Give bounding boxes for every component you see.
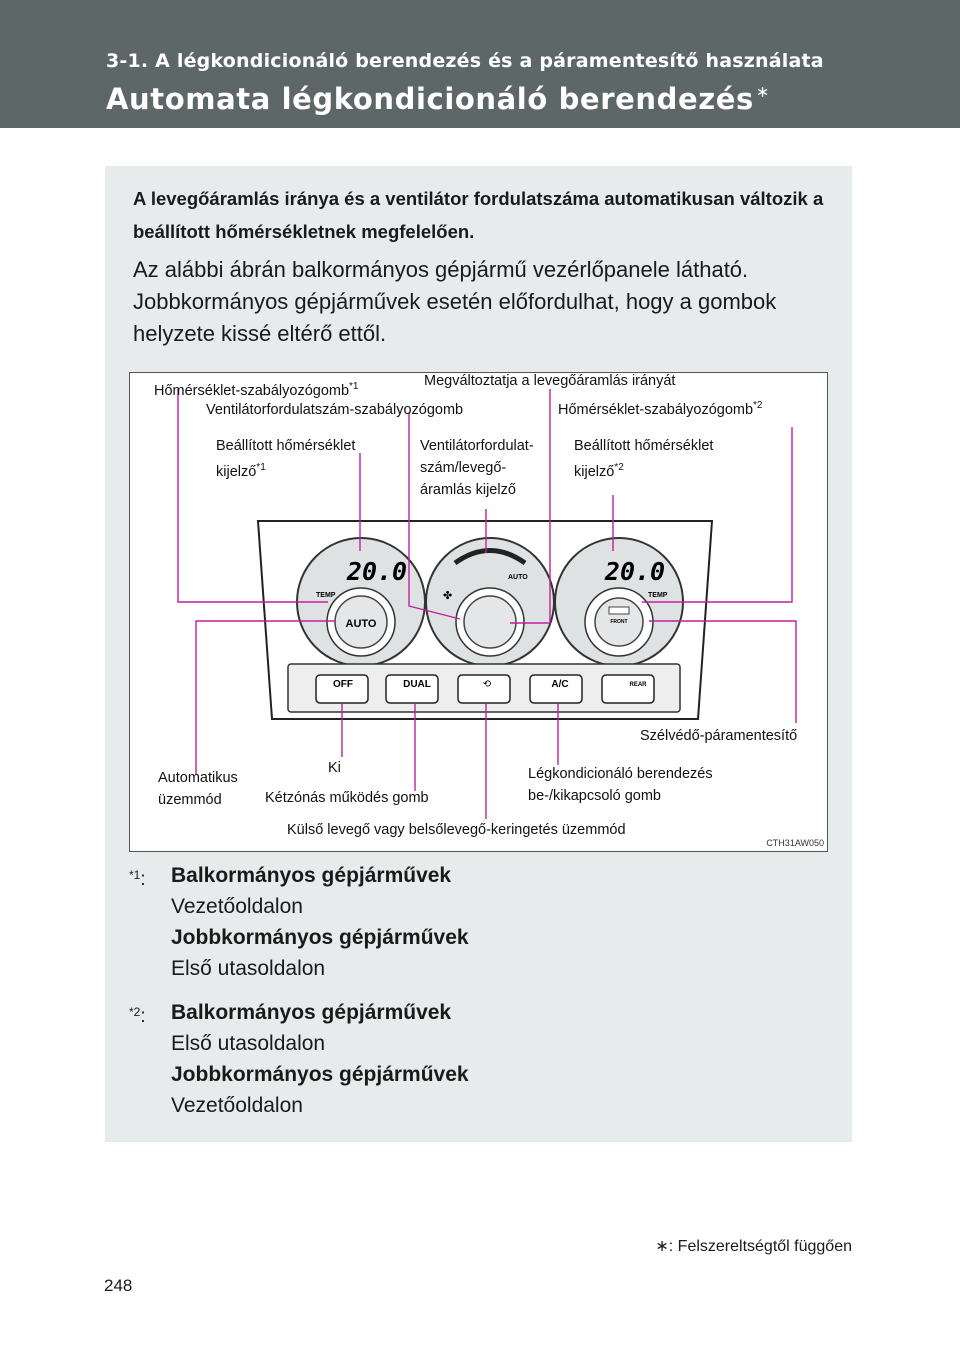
label-auto-mode bbox=[158, 767, 238, 811]
intro-bold-text: A levegőáramlás iránya és a ventilátor fordulatszáma automatikusan változik a beállított hőmérsékletnek megfelelően. bbox=[133, 188, 824, 242]
note-1-mark bbox=[129, 860, 146, 895]
label-auto-mode-line1: Automatikus bbox=[158, 770, 238, 786]
page-title bbox=[106, 82, 770, 116]
ac-button-label: A/C bbox=[551, 679, 569, 690]
note-1-line2: Vezetőoldalon bbox=[171, 895, 303, 918]
front-defrost-label: FRONT bbox=[610, 619, 628, 625]
note-2-line1: Balkormányos gépjárművek bbox=[171, 1001, 452, 1024]
note-1-sep: : bbox=[140, 869, 146, 890]
note-2-sep: : bbox=[140, 1006, 146, 1027]
optional-equipment-mark: ∗ bbox=[755, 82, 770, 101]
recirc-icon: ⟲ bbox=[482, 679, 492, 690]
off-button-label: OFF bbox=[333, 679, 353, 690]
label-off: Ki bbox=[328, 760, 341, 776]
label-defroster: Szélvédő-páramentesítő bbox=[640, 728, 798, 744]
center-dial bbox=[426, 538, 554, 666]
fan-icon: ✤ bbox=[443, 589, 453, 602]
page-number: 248 bbox=[104, 1276, 133, 1295]
label-temp-knob-2-sup: *2 bbox=[753, 400, 763, 411]
label-set-temp-2-sup: *2 bbox=[614, 462, 624, 473]
label-set-temp-2 bbox=[574, 435, 713, 483]
note-1-line1: Balkormányos gépjárművek bbox=[171, 864, 452, 887]
page-title-text: Automata légkondicionáló berendezés bbox=[106, 82, 754, 116]
label-fan-display-line2: szám/levegő- bbox=[420, 460, 507, 476]
chapter-header bbox=[0, 0, 960, 128]
label-auto-mode-line2: üzemmód bbox=[158, 792, 222, 808]
note-2-mark bbox=[129, 997, 146, 1032]
right-temp-display: 20.0 bbox=[604, 557, 666, 586]
note-2-line3: Jobbkormányos gépjárművek bbox=[171, 1063, 469, 1086]
label-ac-button bbox=[528, 763, 713, 807]
label-set-temp-2-line1: Beállított hőmérséklet bbox=[574, 438, 714, 454]
label-temp-knob-2-text: Hőmérséklet-szabályozógomb bbox=[558, 402, 754, 418]
auto-knob-label: AUTO bbox=[345, 618, 377, 630]
note-1-marker: *1 bbox=[129, 868, 141, 882]
equipment-footnote: ∗: Felszereltségtől függően bbox=[655, 1238, 852, 1255]
label-set-temp-2-line2 bbox=[574, 457, 713, 483]
label-dual-button: Kétzónás működés gomb bbox=[265, 790, 429, 806]
label-set-temp-1-line2 bbox=[216, 457, 355, 483]
note-1-body bbox=[171, 860, 469, 984]
label-set-temp-1-sup: *1 bbox=[256, 462, 266, 473]
figure-code: CTH31AW050 bbox=[766, 838, 824, 848]
label-fan-display bbox=[420, 435, 534, 501]
note-1-line4: Első utasoldalon bbox=[171, 957, 326, 980]
intro-text: Az alábbi ábrán balkormányos gépjármű vezérlőpanele látható. Jobbkormányos gépjárművek esetén előfordulhat, hogy a gombok helyzete kissé eltérő ettől. bbox=[133, 257, 777, 346]
label-fan-display-line3: áramlás kijelző bbox=[420, 482, 516, 498]
control-panel-figure bbox=[129, 372, 828, 852]
auto-display-label: AUTO bbox=[508, 574, 528, 581]
label-airflow-direction: Megváltoztatja a levegőáramlás irányát bbox=[424, 373, 676, 389]
label-ac-button-line1: Légkondicionáló berendezés bbox=[528, 766, 713, 782]
label-set-temp-2-word: kijelző bbox=[574, 464, 615, 480]
content-panel bbox=[105, 166, 852, 1142]
label-ac-button-line2: be-/kikapcsoló gomb bbox=[528, 788, 661, 804]
rear-button-label: REAR bbox=[629, 682, 647, 688]
note-2-line4: Vezetőoldalon bbox=[171, 1094, 303, 1117]
label-temp-knob-1-text: Hőmérséklet-szabályozógomb bbox=[154, 383, 350, 399]
label-recirculation: Külső levegő vagy belsőlevegő-keringetés üzemmód bbox=[287, 822, 626, 838]
label-set-temp-1-line1: Beállított hőmérséklet bbox=[216, 438, 356, 454]
label-fan-knob: Ventilátorfordulatszám-szabályozógomb bbox=[206, 402, 464, 418]
label-fan-display-line1: Ventilátorfordulat- bbox=[420, 438, 534, 454]
left-temp-label: TEMP bbox=[316, 592, 336, 599]
note-2-marker: *2 bbox=[129, 1005, 141, 1019]
right-temp-label: TEMP bbox=[648, 592, 668, 599]
section-title: 3-1. A légkondicionáló berendezés és a páramentesítő használata bbox=[106, 50, 824, 72]
label-temp-knob-2 bbox=[558, 395, 762, 421]
note-2-body bbox=[171, 997, 469, 1121]
label-temp-knob-1-sup: *1 bbox=[349, 381, 359, 392]
button-strip bbox=[288, 664, 680, 712]
label-set-temp-1-word: kijelző bbox=[216, 464, 257, 480]
left-temp-display: 20.0 bbox=[346, 557, 408, 586]
label-set-temp-1 bbox=[216, 435, 355, 483]
note-2-line2: Első utasoldalon bbox=[171, 1032, 326, 1055]
dual-button-label: DUAL bbox=[403, 679, 431, 690]
note-1-line3: Jobbkormányos gépjárművek bbox=[171, 926, 469, 949]
